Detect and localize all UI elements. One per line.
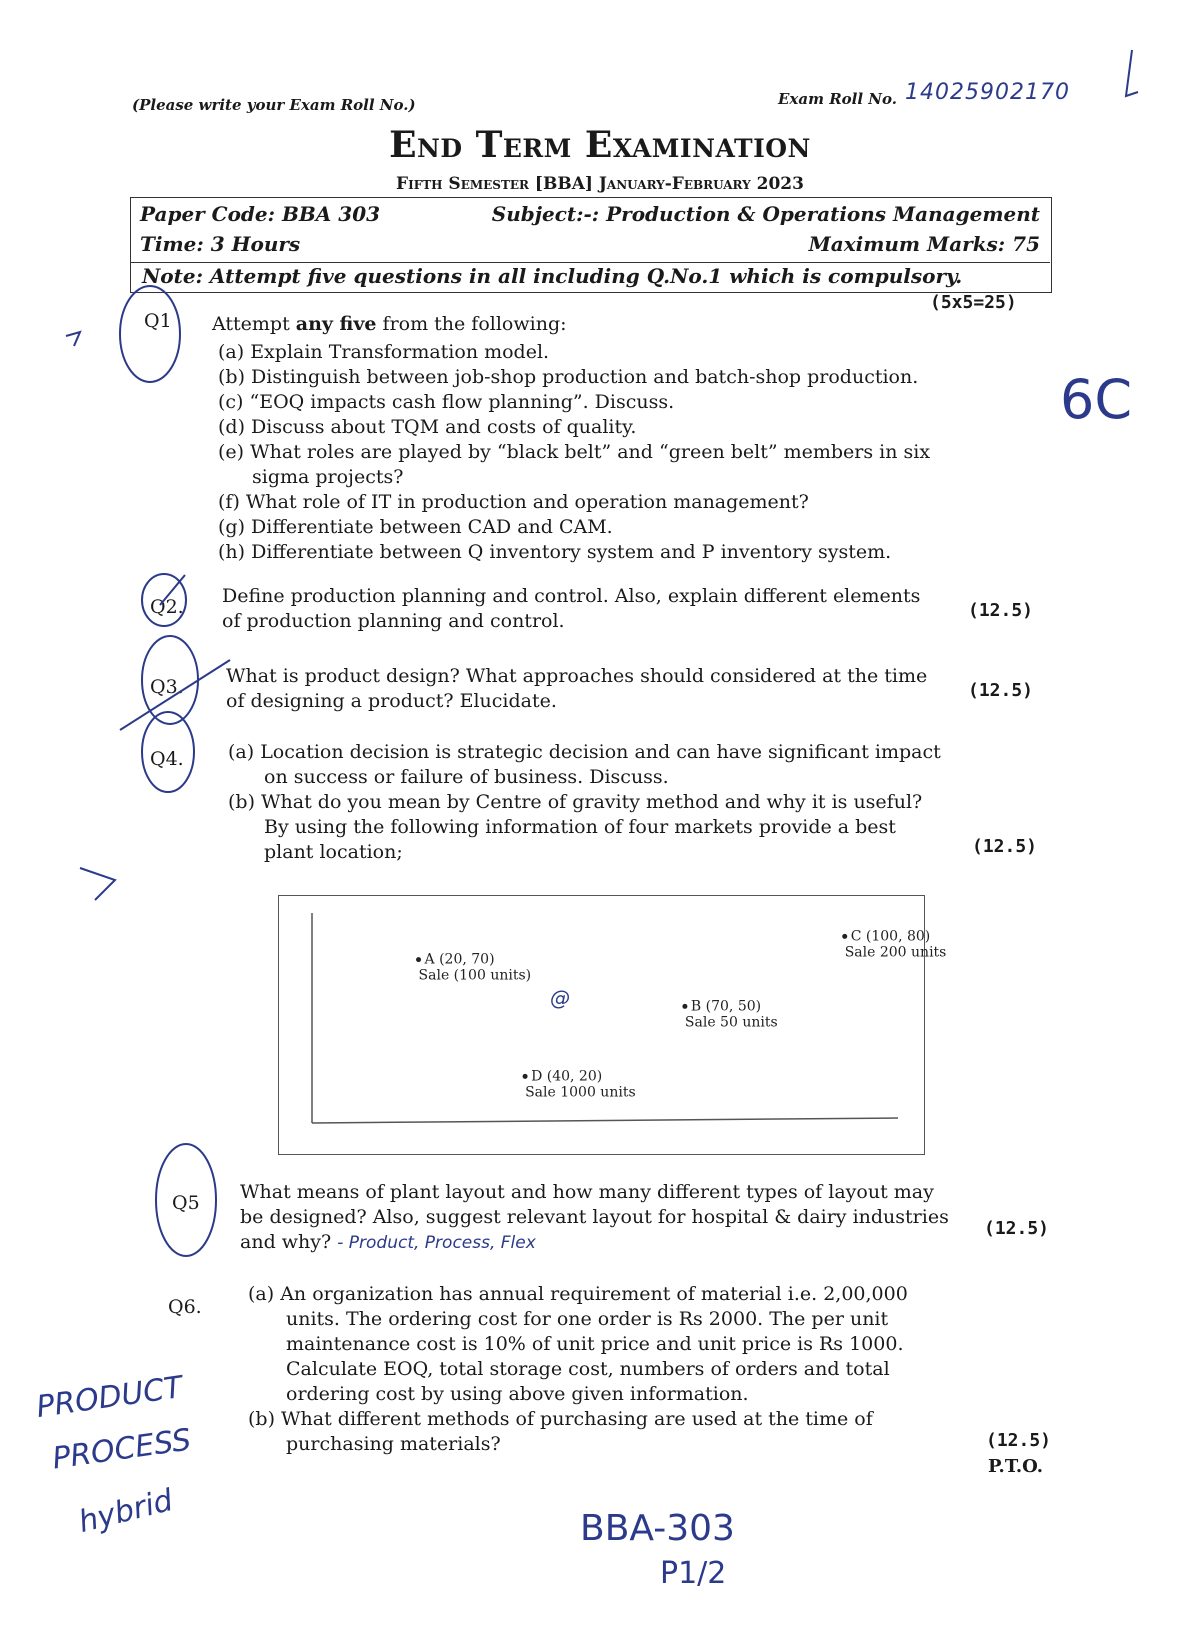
- handwritten-circle-mark: @: [550, 986, 570, 1010]
- market-point-label-1: B (70, 50): [690, 998, 762, 1015]
- q1-item-c: (c) “EOQ impacts cash flow planning”. Discuss.: [218, 391, 675, 413]
- q3-tick-stroke: [120, 660, 230, 730]
- q1-item-f: (f) What role of IT in production and operation management?: [218, 491, 809, 513]
- q1-item-a: (a) Explain Transformation model.: [218, 341, 550, 363]
- exam-subtitle: Fifth Semester [BBA] January-February 2023: [396, 174, 804, 194]
- handwritten-note-process: PROCESS: [50, 1422, 194, 1477]
- q5-marks: (12.5): [984, 1218, 1050, 1239]
- q1-intro-a: Attempt: [212, 313, 296, 335]
- q5-line-3-text: and why?: [240, 1231, 332, 1253]
- q6-a-line-2: units. The ordering cost for one order is Rs 2000. The per unit: [286, 1308, 889, 1330]
- q5-line-1: What means of plant layout and how many different types of layout may: [240, 1181, 934, 1203]
- q4-b-line-1: (b) What do you mean by Centre of gravity method and why it is useful?: [228, 791, 923, 813]
- q1-item-e: (e) What roles are played by “black belt” and “green belt” members in six: [218, 441, 931, 463]
- q6-a-line-1: (a) An organization has annual requirement of material i.e. 2,00,000: [248, 1283, 908, 1305]
- q4-a-line-1: (a) Location decision is strategic decision and can have significant impact: [228, 741, 941, 763]
- handwritten-footer-code: BBA-303: [580, 1508, 735, 1549]
- handwritten-layout-note: - Product, Process, Flex: [337, 1233, 536, 1253]
- exam-note: Note: Attempt five questions in all including Q.No.1 which is compulsory.: [142, 264, 963, 288]
- q5-number: Q5: [172, 1192, 200, 1214]
- q1-item-d: (d) Discuss about TQM and costs of quality.: [218, 416, 637, 438]
- handwritten-score: 6C: [1060, 368, 1133, 431]
- q6-a-line-3: maintenance cost is 10% of unit price and unit price is Rs 1000.: [286, 1333, 904, 1355]
- exam-time: Time: 3 Hours: [140, 232, 301, 256]
- handwritten-note-product: PRODUCT: [34, 1369, 185, 1426]
- market-point-sale-2: Sale 200 units: [844, 944, 947, 961]
- q1-item-e-cont: sigma projects?: [252, 466, 404, 488]
- q5-ink-circle: [156, 1144, 216, 1256]
- q2-line-2: of production planning and control.: [222, 610, 565, 632]
- market-point-sale-0: Sale (100 units): [418, 967, 532, 984]
- exam-title: End Term Examination: [389, 124, 811, 166]
- q1-ink-circle: [120, 286, 180, 382]
- q2-line-1: Define production planning and control. Also, explain different elements: [222, 585, 921, 607]
- margin-tick-mark: [80, 868, 115, 900]
- q6-b-line-1: (b) What different methods of purchasing are used at the time of: [248, 1408, 873, 1430]
- q6-a-line-4: Calculate EOQ, total storage cost, numbers of orders and total: [286, 1358, 890, 1380]
- q2-marks: (12.5): [968, 600, 1034, 621]
- market-point-label-2: C (100, 80): [850, 928, 931, 945]
- q1-intro-c: from the following:: [376, 313, 567, 335]
- q3-number: Q3.: [150, 676, 184, 698]
- q4-b-line-3: plant location;: [264, 841, 403, 863]
- margin-question-mark: [66, 332, 80, 346]
- q4-marks: (12.5): [972, 836, 1038, 857]
- market-point-sale-1: Sale 50 units: [684, 1014, 778, 1031]
- corner-pen-stroke: [1126, 50, 1138, 96]
- q2-number: Q2.: [150, 596, 184, 618]
- q6-number: Q6.: [168, 1296, 202, 1318]
- q6-b-line-2: purchasing materials?: [286, 1433, 501, 1455]
- handwritten-note-hybrid: hybrid: [75, 1482, 177, 1541]
- q5-line-2: be designed? Also, suggest relevant layout for hospital & dairy industries: [240, 1206, 949, 1228]
- q1-marks: (5x5=25): [930, 292, 1017, 313]
- roll-number-label: Exam Roll No.: [778, 90, 897, 108]
- q2-tick-stroke: [160, 575, 185, 605]
- q3-line-2: of designing a product? Elucidate.: [226, 690, 557, 712]
- q1-item-h: (h) Differentiate between Q inventory system and P inventory system.: [218, 541, 892, 563]
- paper-code: Paper Code: BBA 303: [140, 202, 381, 226]
- q6-marks: (12.5): [986, 1430, 1052, 1451]
- maximum-marks: Maximum Marks: 75: [808, 232, 1040, 256]
- roll-number-instruction: (Please write your Exam Roll No.): [132, 96, 416, 114]
- q1-number: Q1: [144, 310, 172, 332]
- q4-b-line-2: By using the following information of four markets provide a best: [264, 816, 896, 838]
- q4-number: Q4.: [150, 748, 184, 770]
- please-turn-over: P.T.O.: [988, 1456, 1044, 1477]
- q1-item-g: (g) Differentiate between CAD and CAM.: [218, 516, 613, 538]
- market-point-sale-3: Sale 1000 units: [525, 1084, 636, 1101]
- handwritten-page-number: P1/2: [660, 1556, 727, 1591]
- q1-intro-b: any five: [295, 313, 377, 335]
- market-point-label-3: D (40, 20): [531, 1068, 603, 1085]
- q6-a-line-5: ordering cost by using above given information.: [286, 1383, 749, 1405]
- q4-a-line-2: on success or failure of business. Discuss.: [264, 766, 669, 788]
- subject: Subject:-: Production & Operations Management: [491, 202, 1040, 226]
- q3-marks: (12.5): [968, 680, 1034, 701]
- market-point-label-0: A (20, 70): [424, 951, 495, 968]
- q3-line-1: What is product design? What approaches should considered at the time: [226, 665, 928, 687]
- q1-item-b: (b) Distinguish between job-shop production and batch-shop production.: [218, 366, 919, 388]
- roll-number-value: 14025902170: [905, 80, 1070, 105]
